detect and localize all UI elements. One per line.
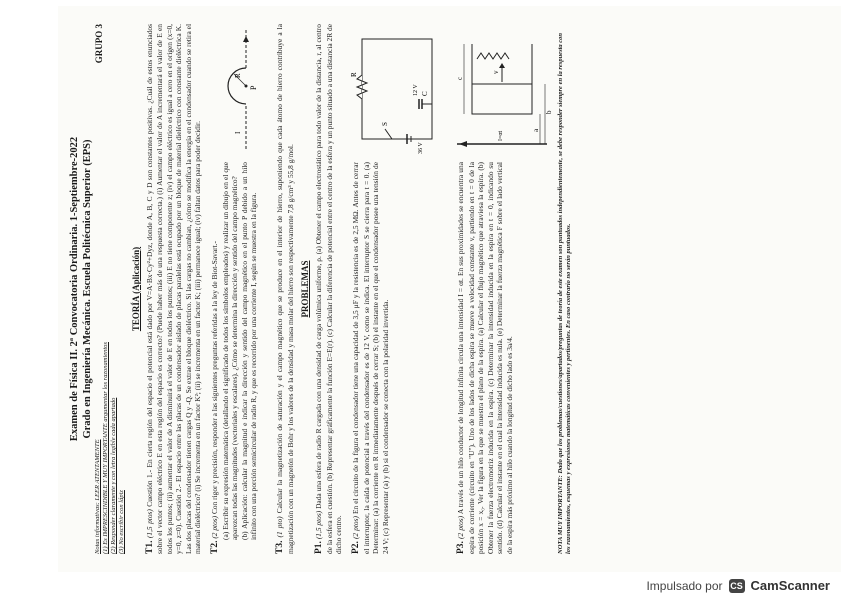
watermark-brand: CamScanner <box>750 578 830 593</box>
capacitor-label: C <box>421 91 430 96</box>
dim-b-label: b <box>545 110 554 114</box>
p1-points: (1,5 ptos) <box>314 510 324 540</box>
group-label: GRUPO 3 <box>94 24 104 64</box>
p1-label: P1. <box>314 541 325 554</box>
t3-points: (1 pto) <box>275 516 285 538</box>
current-label: I <box>234 131 243 134</box>
dim-a-label: a <box>532 128 541 132</box>
informative-notes <box>94 342 126 554</box>
p3-text: A través de un hilo conductor de longitud infinita circula una intensidad I = αt. En sus proximidades se encuentra una espira de corriente (circuito en "U"). Uno de los lados de dicha espira se mueve a velocidad constante v, partiendo en t = 0 de la posición x = x₀. Ver la figura en la que se muestra el plano de la espira. (a) Calcular el flujo magnético que atraviesa la espira. (b) Obtener la fuerza electromotriz inducida en la espira. (c) Determinar la intensidad inducida en la espira en t = 0, indicando su sentido. (d) Calcular el instante en el cual la intensidad inducida es nula. (e) Determinar la fuerza magnética F sobre el lado vertical de la espira más próximo al hilo cuando la longitud de dicho lado es 3a/4. <box>456 162 514 554</box>
exam-header <box>68 24 94 554</box>
resistor-label: R <box>350 72 359 77</box>
t2-points: (2 ptos) <box>210 515 220 539</box>
p2-figure <box>347 24 452 154</box>
dim-c-label: c <box>456 76 465 80</box>
p2-label: P2. <box>351 541 362 554</box>
note-line: (3) No escribir con lápiz <box>118 490 125 554</box>
t1-text: Cuestión 1.- En cierta región del espacio el potencial está dado por V=A·Bx·Cy²+Dyz, donde A, B, C y D son constantes positivas. ¿Cuál de estos enunciados sobre el vector campo eléctrico E en esta región del espacio es correcto? (Puede haber más de una respuesta correcta.) (i) Aumentar el valor de A incrementará el valor de E en todos los puntos; (ii) aumentar el valor de A disminuirá el valor de E en todos los puntos; (iii) E no tiene componente z; (iv) el campo eléctrico es igual a cero en el origen (x=0, y=0, z=0). Cuestión 2.- El espacio entre las placas de un condensador aislado de placas paralelas está ocupado por un bloque de material dieléctrico con constante dieléctrica K. Las dos placas del condensador tienen cargas Q y -Q. Se extrae el bloque dieléctrico. Si las cargas no cambian, ¿cómo se modifica la energía en el condensador cuando se retira el material dieléctrico? (i) Se incrementa en un factor K²; (ii) se incrementa en un factor K; (iii) permanece igual; (iv) faltan datos para poder decidir. <box>145 24 203 554</box>
question-t2-block <box>206 24 271 554</box>
camscanner-watermark <box>646 578 830 593</box>
t2-part-b: (b) Aplicación: calcular la magnitud e indicar la dirección y sentido del campo magnético en el punto P debido a un hilo infinito con una porción semicircular de radio R, y que es recorrido por una corriente I, según se muestra en la figura. <box>239 162 259 540</box>
p1-text: Dada una esfera de radio R cargada con una densidad de carga volúmica uniforme, ρ. (a) Obtener el campo electrostático para todo valor de la distancia, r, al centro de la esfera en cuestión. (b) Representar gráficamente la función E=E(r). (c) Calcular la diferencia de potencial entre el centro de la esfera y un punto situado a una distancia 2R de dicho centro. <box>314 24 344 554</box>
question-t2 <box>210 162 267 554</box>
p2-points: (2 ptos) <box>351 516 361 540</box>
p3-figure <box>452 24 557 154</box>
exam-sheet <box>58 6 841 572</box>
important-note: NOTA MUY IMPORTANTE: Dado que los problemas/cuestiones/apartados/preguntas de teoría de este examen son puntuados independientemente, se debe responder siempre en la respuesta con los razonamientos, esquemas y expresiones matemáticas convenientes y pertinentes. En caso contrario no serán puntuados. <box>557 32 573 554</box>
problem-p2-block <box>347 24 452 554</box>
wire-current-label: I=αt <box>498 130 505 141</box>
point-p-label: P <box>249 85 259 90</box>
exam-title: Examen de Física II. 2ª Convocatoria Ordinaria. 1-Septiembre-2022 <box>69 136 80 442</box>
camscanner-logo-icon: CS <box>730 580 743 591</box>
problem-p2 <box>351 162 448 554</box>
problem-p3-block <box>452 24 557 554</box>
p3-label: P3. <box>456 541 467 554</box>
problem-p3 <box>456 162 553 554</box>
t1-points: (1,5 ptos) <box>145 509 154 539</box>
battery-voltage-label: 36 V <box>418 142 425 154</box>
question-t1 <box>145 24 202 554</box>
problem-p1 <box>314 24 343 554</box>
watermark-prefix: Impulsado por <box>646 578 723 593</box>
t3-text: Calcular la magnetización de saturación y el campo magnético que se produce en el interior de hierro, suponiendo que cada átomo de hierro contribuye a la magnetización con un magnetón de Bohr y los valores de la densidad y masa molar del hierro son respectivamente 7,8 g/cm³ y 55,8 g/mol. <box>275 24 295 554</box>
t2-figure <box>206 24 271 154</box>
semicircle-wire-diagram <box>206 24 266 154</box>
rotated-exam-content <box>58 6 841 572</box>
note-line: (2) Responder claramente y con letra legible cada apartado <box>110 397 117 554</box>
p2-text: En el circuito de la figura el condensador tiene una capacidad de 3,5 μF y la resistencia es de 2,5 MΩ. Antes de cerrar el interruptor, la caída de potencial a través del condensador es de 12 V, como se indica. El interruptor S se cierra para t = 0. (a) Determinar: (a) la corriente en R inmediatamente después de cerrar S; (b) el instante en el que el condensador posee una tensión de 24 V; (c) Representar (a) y (b) si el condensador se conecta con la polaridad invertida. <box>351 162 390 554</box>
exam-subtitle: Grado en Ingeniería Mecánica. Escuela Politécnica Superior (EPS) <box>82 139 93 439</box>
wire-and-loop-diagram <box>452 24 552 154</box>
question-t3 <box>275 24 295 554</box>
theory-heading: TEORÍA (Aplicación) <box>131 246 141 332</box>
t2-label: T2. <box>210 540 221 554</box>
t2-part-a: (a) Escribir su expresión matemática (detallando el significado de todos los símbolos empleados) y realizar un dibujo en el que aparezcan todas las magnitudes (vectoriales y escalares). ¿Cómo se determina la dirección y sentido del campo magnético? <box>220 162 240 540</box>
note-line: (1) Es IMPRESCINDIBLE Y MUY IMPORTANTE argumentar los razonamientos <box>102 342 109 554</box>
notes-row <box>94 24 126 554</box>
cap-voltage-label: 12 V <box>413 84 420 96</box>
velocity-label: v <box>492 70 501 74</box>
p3-points: (2 ptos) <box>456 515 466 539</box>
rc-circuit-diagram <box>347 24 447 154</box>
t2-text: Con rigor y precisión, responder a las siguientes preguntas referidas a la ley de Biot-Savart.- <box>210 241 220 515</box>
radius-label: R <box>234 73 243 78</box>
t3-label: T3. <box>275 540 286 554</box>
t1-label: T1. <box>145 540 155 554</box>
switch-label: S <box>381 122 390 126</box>
problems-heading: PROBLEMAS <box>300 260 311 318</box>
note-line: Notas informativas: LEER ATENTAMENTE <box>94 439 101 554</box>
